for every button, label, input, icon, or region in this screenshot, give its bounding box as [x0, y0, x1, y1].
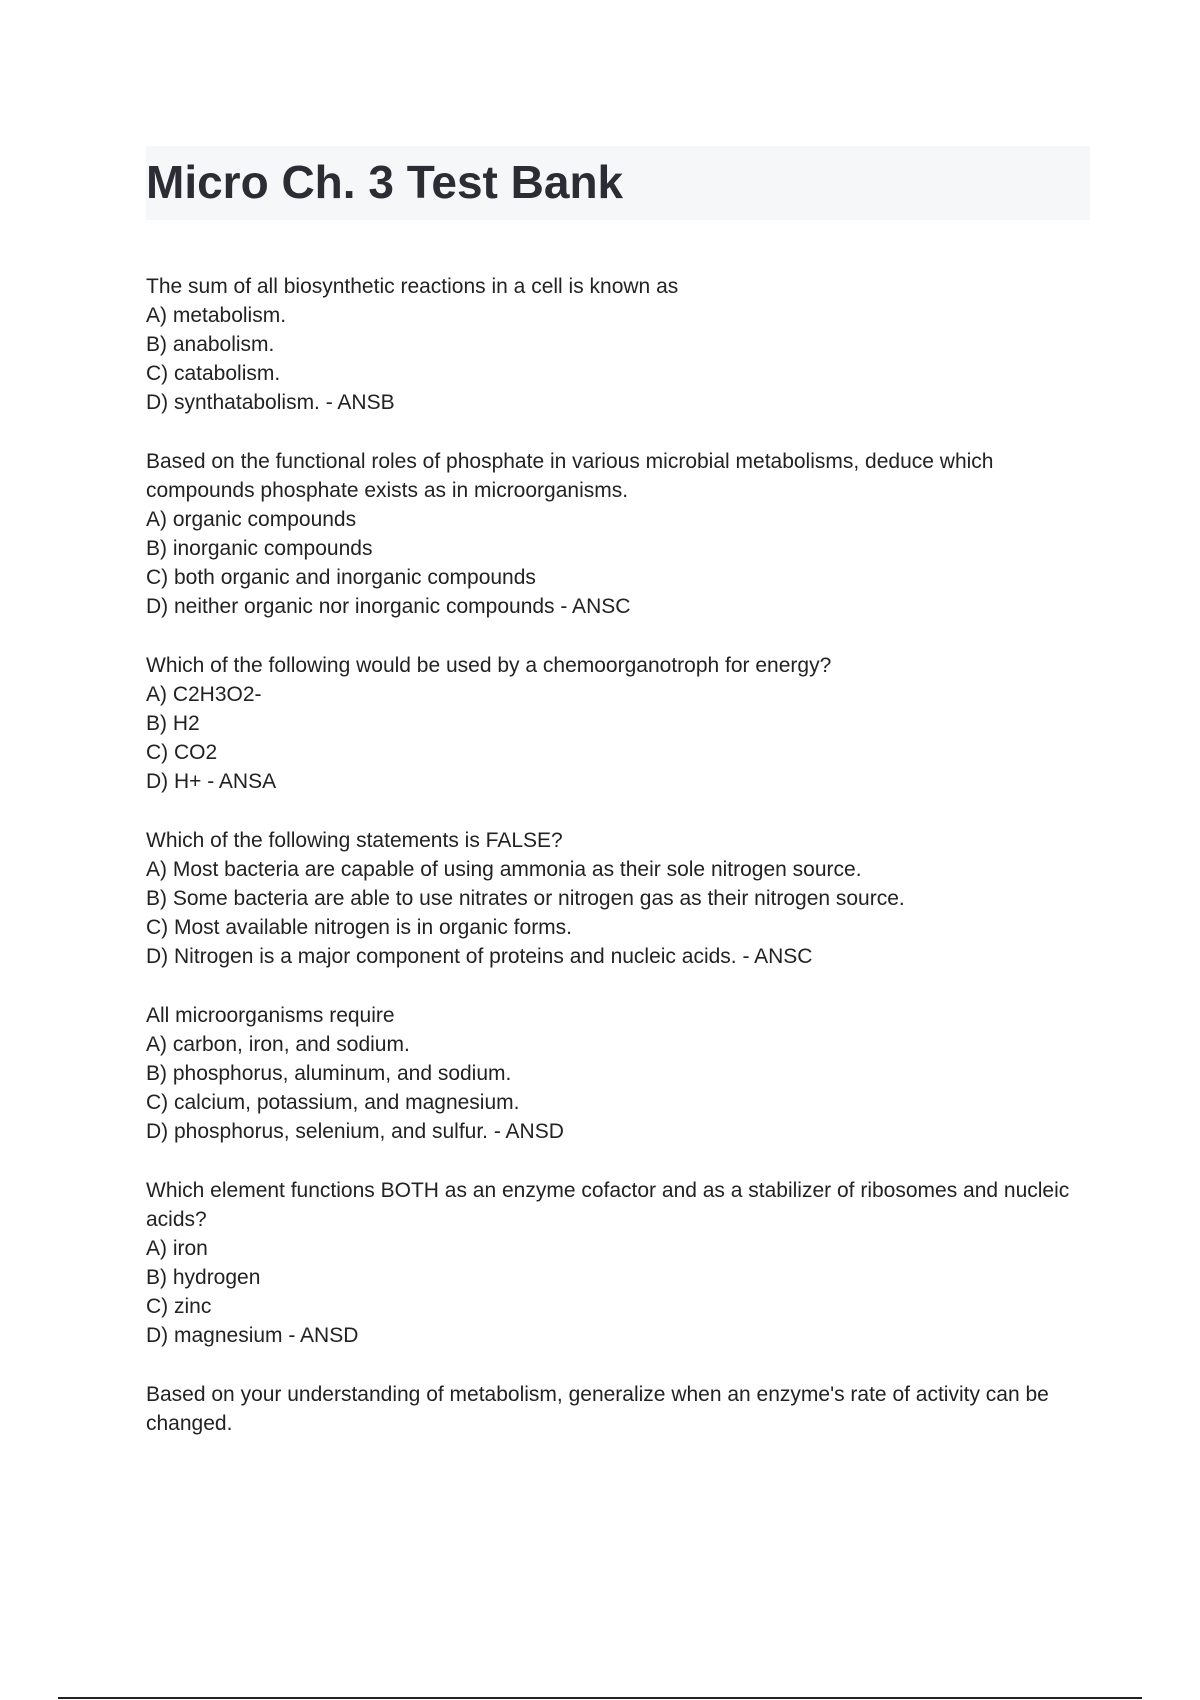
option-b: B) Some bacteria are able to use nitrates or nitrogen gas as their nitrogen source.	[146, 887, 905, 910]
question-5	[146, 1001, 1090, 1146]
question-stem: Based on the functional roles of phosphate in various microbial metabolisms, deduce which compounds phosphate exists as in microorganisms.	[146, 450, 994, 502]
option-a: A) metabolism.	[146, 304, 287, 327]
option-d-with-answer: D) magnesium - ANSD	[146, 1324, 359, 1347]
option-b: B) phosphorus, aluminum, and sodium.	[146, 1062, 512, 1085]
question-1	[146, 272, 1090, 417]
option-c: C) Most available nitrogen is in organic forms.	[146, 916, 573, 939]
title-banner	[146, 146, 1090, 220]
option-d-with-answer: D) H+ - ANSA	[146, 770, 277, 793]
question-2	[146, 447, 1090, 621]
option-d-with-answer: D) phosphorus, selenium, and sulfur. - ANSD	[146, 1120, 564, 1143]
option-c: C) both organic and inorganic compounds	[146, 566, 536, 589]
option-c: C) CO2	[146, 741, 218, 764]
option-b: B) inorganic compounds	[146, 537, 373, 560]
question-list	[146, 272, 1090, 1468]
question-stem: Which of the following would be used by a chemoorganotroph for energy?	[146, 654, 832, 677]
option-d-with-answer: D) synthatabolism. - ANSB	[146, 391, 395, 414]
option-c: C) calcium, potassium, and magnesium.	[146, 1091, 520, 1114]
option-a: A) organic compounds	[146, 508, 357, 531]
option-b: B) anabolism.	[146, 333, 275, 356]
option-c: C) catabolism.	[146, 362, 281, 385]
option-a: A) Most bacteria are capable of using ammonia as their sole nitrogen source.	[146, 858, 862, 881]
question-stem: Which element functions BOTH as an enzyme cofactor and as a stabilizer of ribosomes and nucleic acids?	[146, 1179, 1070, 1231]
question-7	[146, 1380, 1090, 1438]
option-b: B) hydrogen	[146, 1266, 261, 1289]
question-4	[146, 826, 1090, 971]
option-d-with-answer: D) Nitrogen is a major component of proteins and nucleic acids. - ANSC	[146, 945, 813, 968]
question-stem: Based on your understanding of metabolism, generalize when an enzyme's rate of activity can be changed.	[146, 1383, 1049, 1435]
option-c: C) zinc	[146, 1295, 212, 1318]
option-b: B) H2	[146, 712, 200, 735]
footer-divider	[58, 1697, 1142, 1699]
question-3	[146, 651, 1090, 796]
question-stem: The sum of all biosynthetic reactions in a cell is known as	[146, 275, 679, 298]
option-a: A) C2H3O2-	[146, 683, 262, 706]
option-a: A) iron	[146, 1237, 208, 1260]
option-d-with-answer: D) neither organic nor inorganic compounds - ANSC	[146, 595, 631, 618]
option-a: A) carbon, iron, and sodium.	[146, 1033, 410, 1056]
question-stem: Which of the following statements is FALSE?	[146, 829, 563, 852]
question-stem: All microorganisms require	[146, 1004, 395, 1027]
question-6	[146, 1176, 1090, 1350]
page-title: Micro Ch. 3 Test Bank	[146, 156, 624, 208]
